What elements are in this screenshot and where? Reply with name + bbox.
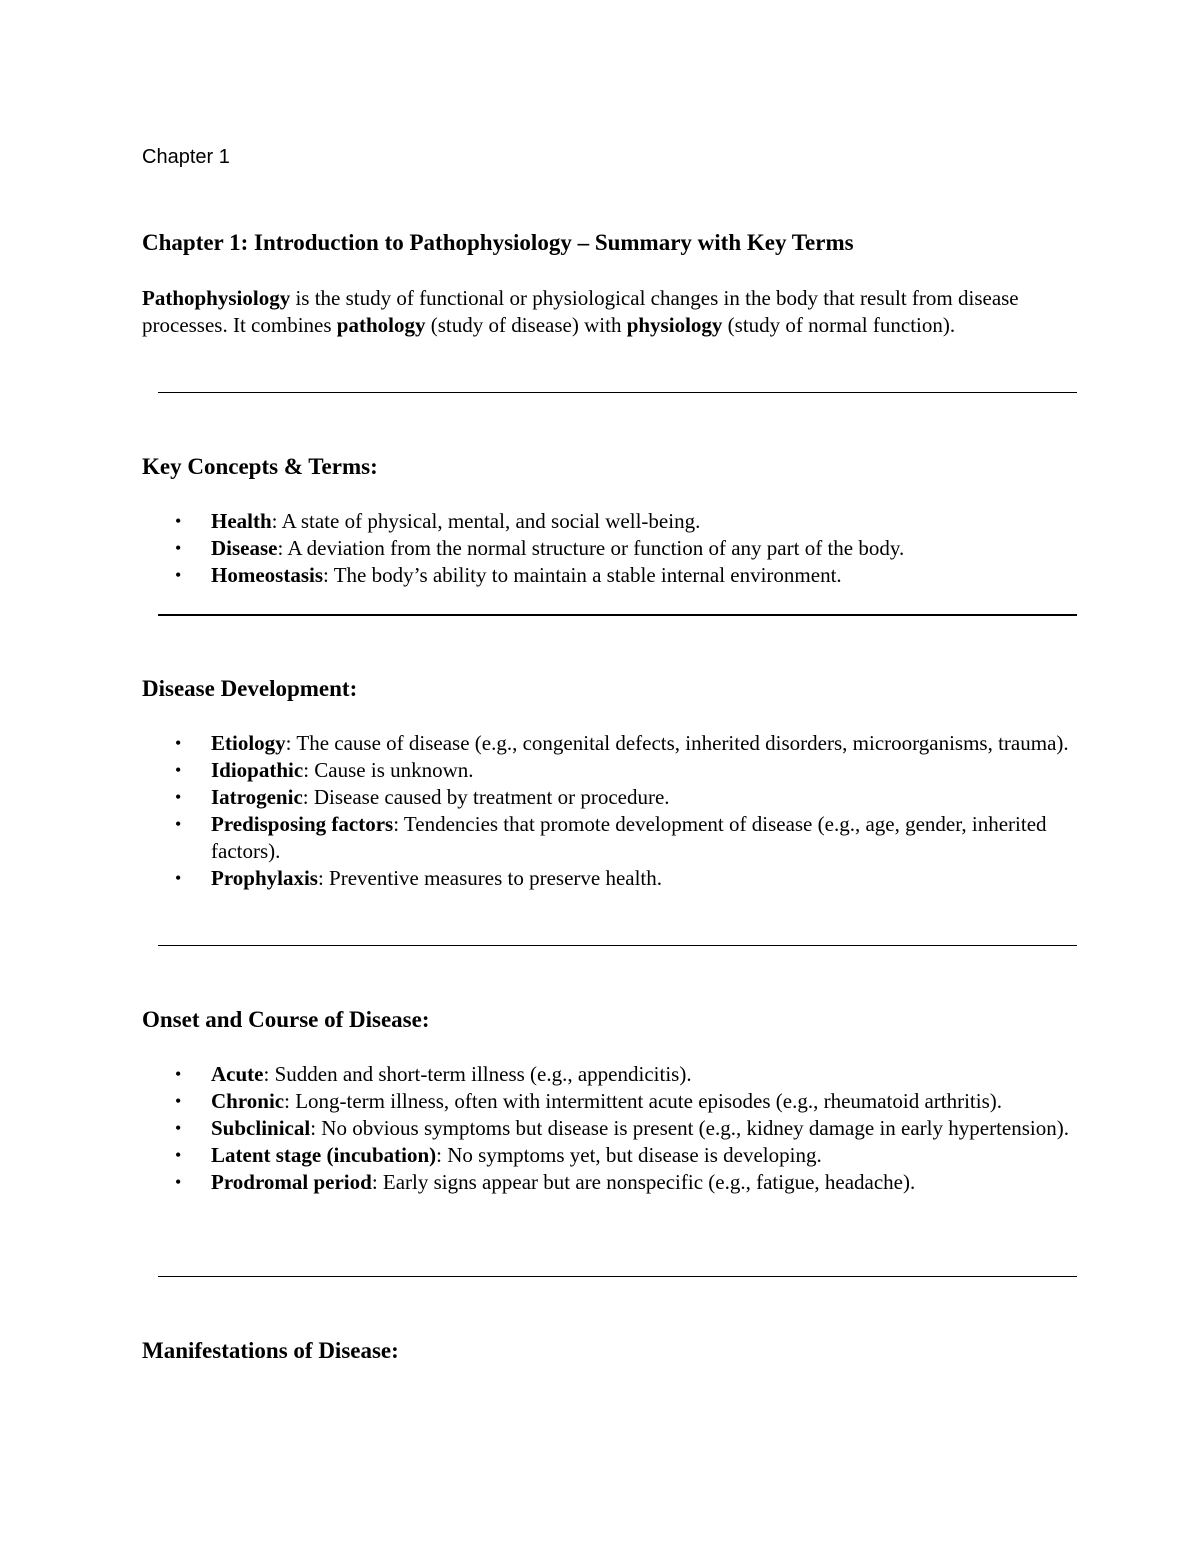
term: Chronic: [211, 1089, 285, 1113]
key-concepts-list: [142, 508, 1072, 589]
bullet-icon: •: [175, 1118, 182, 1138]
term-description: : Cause is unknown.: [303, 758, 474, 782]
list-item: [142, 865, 1072, 892]
bullet-icon: •: [175, 538, 182, 558]
horizontal-rule: [158, 1276, 1077, 1277]
term: Acute: [211, 1062, 264, 1086]
header-label: Chapter 1: [142, 146, 230, 168]
term-description: : No obvious symptoms but disease is present (e.g., kidney damage in early hypertension).: [310, 1116, 1069, 1140]
term-description: : No symptoms yet, but disease is developing.: [436, 1143, 822, 1167]
term: Predisposing factors: [211, 812, 394, 836]
intro-term-pathophysiology: Pathophysiology: [142, 286, 291, 310]
term-description: : Tendencies that promote development of disease (e.g., age, gender, inherited factors).: [211, 812, 1047, 863]
bullet-icon: •: [175, 787, 182, 807]
term-description: : Preventive measures to preserve health.: [317, 866, 663, 890]
intro-text: (study of normal function).: [722, 313, 956, 337]
bullet-icon: •: [175, 814, 182, 834]
intro-text: (study of disease) with: [425, 313, 627, 337]
term: Prophylaxis: [211, 866, 318, 890]
term: Latent stage (incubation): [211, 1143, 437, 1167]
list-item: [142, 1115, 1072, 1142]
term: Prodromal period: [211, 1170, 372, 1194]
section-heading-key-concepts: Key Concepts & Terms:: [142, 454, 378, 479]
list-item: [142, 757, 1072, 784]
list-item: [142, 535, 1072, 562]
list-item: [142, 562, 1072, 589]
bullet-icon: •: [175, 1145, 182, 1165]
term: Iatrogenic: [211, 785, 303, 809]
bullet-icon: •: [175, 868, 182, 888]
section-heading-disease-development: Disease Development:: [142, 676, 358, 701]
bullet-icon: •: [175, 1172, 182, 1192]
document-title: Chapter 1: Introduction to Pathophysiology – Summary with Key Terms: [142, 230, 854, 255]
list-item: [142, 1061, 1072, 1088]
term-description: : Early signs appear but are nonspecific (e.g., fatigue, headache).: [371, 1170, 916, 1194]
horizontal-rule: [158, 945, 1077, 946]
list-item: [142, 730, 1072, 757]
list-item: [142, 1088, 1072, 1115]
term-description: : A state of physical, mental, and social well-being.: [271, 509, 701, 533]
term-description: : The cause of disease (e.g., congenital defects, inherited disorders, microorganisms, trauma).: [285, 731, 1069, 755]
intro-paragraph: [142, 285, 1072, 339]
list-item: [142, 508, 1072, 535]
intro-text: is the study of functional or physiological changes in the body that result from disease processes. It combines: [142, 286, 1019, 337]
section-heading-onset-course: Onset and Course of Disease:: [142, 1007, 430, 1032]
term: Disease: [211, 536, 278, 560]
list-item: [142, 1169, 1072, 1196]
bullet-icon: •: [175, 511, 182, 531]
disease-development-list: [142, 730, 1072, 892]
list-item: [142, 1142, 1072, 1169]
bullet-icon: •: [175, 760, 182, 780]
term-description: : A deviation from the normal structure or function of any part of the body.: [277, 536, 905, 560]
list-item: [142, 784, 1072, 811]
intro-term-physiology: physiology: [626, 313, 723, 337]
intro-term-pathology: pathology: [336, 313, 426, 337]
term: Subclinical: [211, 1116, 311, 1140]
horizontal-rule: [158, 392, 1077, 393]
section-heading-manifestations: Manifestations of Disease:: [142, 1338, 399, 1363]
term-description: : The body’s ability to maintain a stable internal environment.: [323, 563, 842, 587]
term: Idiopathic: [211, 758, 304, 782]
term-description: : Sudden and short-term illness (e.g., appendicitis).: [263, 1062, 692, 1086]
term: Homeostasis: [211, 563, 323, 587]
term-description: : Disease caused by treatment or procedure.: [302, 785, 670, 809]
bullet-icon: •: [175, 1064, 182, 1084]
bullet-icon: •: [175, 733, 182, 753]
bullet-icon: •: [175, 565, 182, 585]
onset-course-list: [142, 1061, 1072, 1196]
term: Etiology: [211, 731, 286, 755]
term-description: : Long-term illness, often with intermittent acute episodes (e.g., rheumatoid arthritis).: [284, 1089, 1003, 1113]
bullet-icon: •: [175, 1091, 182, 1111]
horizontal-rule: [158, 614, 1077, 616]
term: Health: [211, 509, 272, 533]
list-item: [142, 811, 1072, 865]
